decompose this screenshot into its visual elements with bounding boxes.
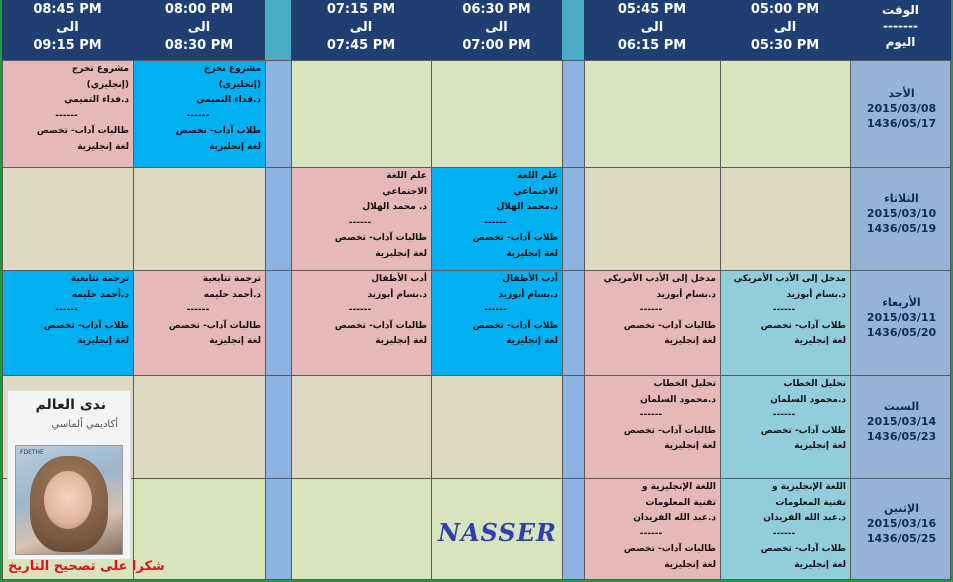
cell-line: طالبات آداب- تخصص: [623, 544, 716, 554]
cell-line: لغة إنجليزية: [794, 336, 846, 346]
header-slot: [133, 0, 265, 60]
column-separator: [265, 478, 291, 580]
schedule-table: [2, 0, 951, 580]
cell-line: لغة إنجليزية: [794, 441, 846, 451]
cell-line: ------: [484, 217, 507, 228]
header-day-time-line: اليوم: [885, 35, 916, 49]
grid-line: [2, 60, 951, 61]
cell-line: د. محمد الهلال: [362, 202, 427, 212]
cell-line: مشروع تخرج: [203, 64, 261, 74]
schedule-cell: [133, 270, 265, 375]
user-badge: [7, 390, 131, 560]
cell-line: لغة إنجليزية: [209, 336, 261, 346]
cell-line: علم اللغة: [386, 171, 427, 181]
cell-line: ------: [772, 528, 796, 539]
schedule-cell: [291, 478, 431, 580]
header-slot-line: الى: [773, 20, 797, 35]
schedule-cell: [431, 270, 562, 375]
cell-line: ------: [348, 305, 372, 315]
day-cell: [850, 167, 951, 270]
cell-line: د.عبد الله الفريدان: [763, 513, 846, 523]
day-greg: 2015/03/16: [866, 517, 937, 530]
grid-line: [265, 60, 266, 580]
cell-line: طالبات آداب- تخصص: [334, 233, 427, 243]
header-day-time-line: الوقت: [882, 3, 919, 17]
day-name: الأربعاء: [882, 295, 921, 309]
day-cell: [850, 478, 951, 580]
cell-line: اللغة الإنجليزية و: [772, 482, 846, 492]
header-slot-line: 05:30 PM: [750, 38, 820, 53]
cell-line: طالبات آداب- تخصص: [334, 320, 427, 331]
schedule-cell: [133, 167, 265, 270]
day-cell: [850, 60, 951, 167]
header-slot-line: 08:45 PM: [33, 2, 102, 17]
schedule-cell: [2, 60, 133, 167]
day-greg: 2015/03/08: [866, 101, 937, 115]
cell-line: لغة إنجليزية: [77, 141, 129, 152]
header-slot-line: 07:15 PM: [326, 2, 396, 17]
cell-line: د.بسام أبوزيد: [367, 289, 427, 300]
cell-line: أدب الأطفال: [502, 274, 558, 284]
cell-line: طلاب آداب- تخصص: [43, 320, 129, 331]
cell-line: د.أحمد حليمه: [203, 289, 261, 300]
schedule-cell: [584, 167, 720, 270]
badge-subtitle: أكاديمي ألماسي: [51, 419, 118, 430]
cell-line: ترجمة تتابعية: [202, 274, 261, 284]
day-cell: [850, 375, 951, 478]
schedule-cell: [584, 375, 720, 478]
schedule-cell: [720, 60, 850, 167]
day-greg: 2015/03/10: [866, 206, 937, 220]
avatar-photo: [15, 445, 123, 555]
cell-line: ------: [484, 305, 507, 315]
schedule-cell: [584, 478, 720, 580]
cell-line: طلاب آداب- تخصص: [760, 320, 846, 331]
cell-line: تقنية المعلومات: [645, 497, 716, 508]
schedule-cell: [584, 60, 720, 167]
footer-note: شكرا على تصحيح التاريخ: [8, 559, 165, 574]
day-name: السبت: [883, 399, 920, 413]
column-separator: [562, 375, 584, 478]
header-slot-line: 06:30 PM: [462, 2, 531, 17]
header-slot-line: 08:00 PM: [164, 2, 234, 17]
schedule-cell: [291, 375, 431, 478]
header-slot-line: الى: [485, 20, 508, 35]
cell-line: اللغة الإنجليزية و: [642, 482, 716, 492]
header-slot-line: الى: [56, 20, 79, 35]
cell-line: طالبات آداب- تخصص: [623, 320, 716, 331]
cell-line: ------: [186, 110, 210, 121]
badge-name: ندى العالم: [35, 397, 106, 413]
schedule-cell: [720, 270, 850, 375]
day-hijri: 1436/05/20: [866, 325, 937, 339]
cell-line: د.فداء التميمي: [196, 95, 261, 105]
cell-line: علم اللغة: [517, 171, 558, 181]
header-day-time: [850, 0, 951, 60]
day-greg: 2015/03/11: [866, 310, 937, 324]
day-greg: 2015/03/14: [866, 414, 937, 428]
header-slot-line: الى: [640, 20, 664, 35]
grid-line: [2, 375, 951, 376]
cell-line: طالبات آداب- تخصص: [623, 425, 716, 436]
column-separator: [265, 375, 291, 478]
schedule-cell: [291, 270, 431, 375]
cell-line: د.محمود السلمان: [640, 394, 716, 405]
schedule-cell: [291, 167, 431, 270]
grid-line: [2, 60, 3, 580]
grid-line: [950, 60, 951, 580]
grid-line: [431, 60, 432, 580]
schedule-cell: [720, 375, 850, 478]
grid-line: [584, 60, 585, 580]
header-slot: [431, 0, 562, 60]
grid-line: [720, 60, 721, 580]
cell-line: د.بسام أبوزيد: [656, 289, 716, 300]
cell-line: لغة إنجليزية: [794, 559, 846, 570]
schedule-cell: [291, 60, 431, 167]
column-separator: [265, 60, 291, 167]
cell-line: ------: [186, 305, 210, 315]
header-slot-line: 07:00 PM: [462, 38, 531, 53]
header-slot-line: 05:00 PM: [750, 2, 820, 17]
header-slot-line: 09:15 PM: [33, 38, 102, 53]
grid-line: [291, 60, 292, 580]
schedule-cell: [431, 167, 562, 270]
schedule-cell: [720, 167, 850, 270]
cell-line: الاجتماعي: [513, 186, 558, 197]
day-name: الثلاثاء: [884, 191, 919, 205]
cell-line: طالبات آداب- تخصص: [168, 320, 261, 331]
cell-line: تحليل الخطاب: [783, 379, 846, 389]
schedule-cell: [584, 270, 720, 375]
schedule-cell: [133, 375, 265, 478]
header-day-time-line: -------: [883, 19, 918, 33]
column-separator: [265, 167, 291, 270]
cell-line: طلاب آداب- تخصص: [760, 544, 846, 554]
cell-line: ------: [55, 110, 78, 121]
grid-line: [850, 60, 851, 580]
cell-line: لغة إنجليزية: [506, 248, 558, 259]
cell-line: ------: [772, 410, 796, 420]
cell-line: طلاب آداب- تخصص: [472, 320, 558, 331]
cell-line: د.بسام أبوزيد: [786, 289, 846, 300]
cell-line: د.عبد الله الفريدان: [633, 513, 716, 523]
header-slot-line: 06:15 PM: [617, 38, 687, 53]
day-cell: [850, 270, 951, 375]
cell-line: مدخل إلى الأدب الأمريكي: [733, 274, 846, 284]
cell-line: ------: [639, 410, 663, 420]
cell-line: طلاب آداب- تخصص: [472, 233, 558, 243]
cell-line: لغة إنجليزية: [375, 248, 427, 259]
day-name: الإثنين: [884, 502, 919, 515]
header-separator: [265, 0, 291, 60]
cell-line: د.بسام أبوزيد: [498, 289, 558, 300]
schedule-cell: [720, 478, 850, 580]
cell-line: ------: [772, 305, 796, 315]
schedule-cell: [2, 270, 133, 375]
cell-line: تقنية المعلومات: [775, 497, 846, 508]
cell-line: د.فداء التميمي: [64, 95, 129, 105]
grid-line: [2, 270, 951, 271]
cell-line: لغة إنجليزية: [664, 441, 716, 451]
cell-line: لغة إنجليزية: [209, 141, 261, 152]
schedule-cell: [431, 375, 562, 478]
header-slot: [2, 0, 133, 60]
cell-line: ------: [639, 528, 663, 539]
cell-line: لغة إنجليزية: [506, 336, 558, 346]
day-hijri: 1436/05/25: [866, 532, 937, 545]
cell-line: ترجمة تتابعية: [70, 274, 129, 284]
cell-line: ------: [348, 217, 372, 228]
day-name: الأحد: [888, 86, 915, 100]
header-separator: [562, 0, 584, 60]
schedule-cell: [133, 60, 265, 167]
day-hijri: 1436/05/17: [866, 116, 937, 130]
cell-line: لغة إنجليزية: [664, 559, 716, 570]
grid-line: [2, 478, 951, 479]
cell-line: ------: [55, 305, 78, 315]
cell-line: د.محمد الهلال: [496, 202, 558, 212]
cell-line: طالبات آداب- تخصص: [36, 126, 129, 136]
cell-line: لغة إنجليزية: [375, 336, 427, 346]
day-hijri: 1436/05/23: [866, 429, 937, 443]
cell-line: تحليل الخطاب: [653, 379, 716, 389]
avatar-face-shape: [44, 471, 92, 529]
header-slot-line: 07:45 PM: [326, 38, 396, 53]
header-slot: [720, 0, 850, 60]
cell-line: مشروع تخرج: [71, 64, 129, 74]
schedule-cell: [2, 167, 133, 270]
column-separator: [562, 167, 584, 270]
cell-line: د.أحمد حليمه: [71, 289, 129, 300]
grid-line: [2, 167, 951, 168]
grid-line: [2, 579, 951, 580]
cell-line: الاجتماعي: [382, 186, 427, 197]
cell-line: (إنجليزي): [86, 79, 129, 90]
grid-line: [133, 60, 134, 580]
header-slot-line: الى: [187, 20, 211, 35]
cell-line: د.محمود السلمان: [770, 394, 846, 405]
watermark-text: NASSER: [438, 518, 557, 547]
cell-line: طلاب آداب- تخصص: [760, 425, 846, 436]
column-separator: [562, 60, 584, 167]
header-slot: [584, 0, 720, 60]
column-separator: [265, 270, 291, 375]
cell-line: (إنجليزي): [218, 79, 261, 90]
header-slot: [291, 0, 431, 60]
cell-line: أدب الأطفال: [371, 274, 427, 284]
header-slot-line: 05:45 PM: [617, 2, 687, 17]
cell-line: ------: [639, 305, 663, 315]
grid-line: [562, 60, 563, 580]
cell-line: لغة إنجليزية: [77, 336, 129, 346]
cell-line: مدخل إلى الأدب الأمريكي: [603, 274, 716, 284]
column-separator: [562, 478, 584, 580]
header-slot-line: 08:30 PM: [164, 38, 234, 53]
day-hijri: 1436/05/19: [866, 221, 937, 235]
avatar-photo-tag: FDETHE: [20, 449, 44, 456]
schedule-cell: [431, 60, 562, 167]
column-separator: [562, 270, 584, 375]
header-slot-line: الى: [349, 20, 373, 35]
cell-line: طلاب آداب- تخصص: [175, 126, 261, 136]
cell-line: لغة إنجليزية: [664, 336, 716, 346]
